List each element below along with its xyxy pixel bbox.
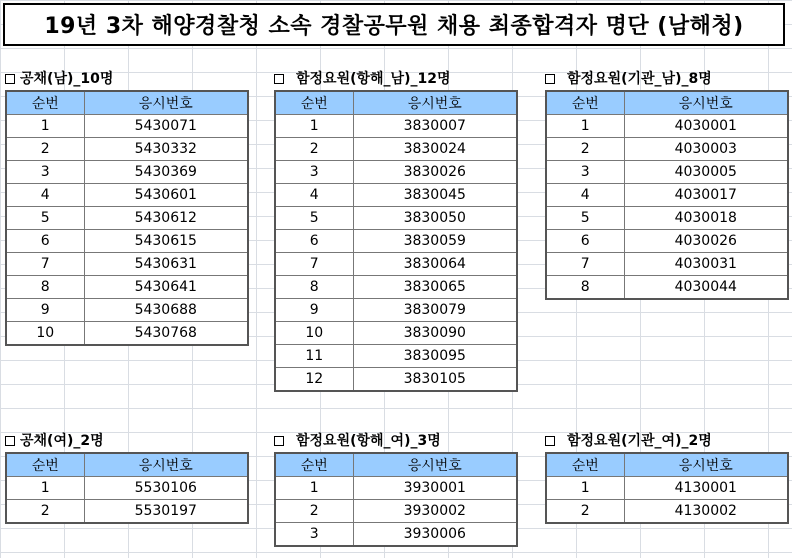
seq-cell: 3 bbox=[546, 161, 624, 184]
exam-number-cell: 3830050 bbox=[353, 207, 517, 230]
table-block-ship-nav-female bbox=[274, 430, 518, 547]
table-row bbox=[275, 322, 517, 345]
exam-number-cell: 3830045 bbox=[353, 184, 517, 207]
seq-cell: 3 bbox=[275, 523, 353, 547]
table-caption bbox=[5, 68, 249, 90]
table-row bbox=[6, 500, 248, 524]
header-row bbox=[275, 453, 517, 477]
exam-number-cell: 3830007 bbox=[353, 115, 517, 138]
table-block-public-male bbox=[5, 68, 249, 346]
header-exam-number: 응시번호 bbox=[353, 91, 517, 115]
header-exam-number: 응시번호 bbox=[84, 91, 248, 115]
seq-cell: 10 bbox=[275, 322, 353, 345]
header-row bbox=[6, 453, 248, 477]
header-row bbox=[546, 91, 788, 115]
table-row bbox=[275, 477, 517, 500]
exam-number-cell: 3930002 bbox=[353, 500, 517, 523]
table-row bbox=[546, 477, 788, 500]
caption-text: 함정요원(항해_남)_12명 bbox=[296, 71, 451, 87]
table-row bbox=[6, 138, 248, 161]
table-row bbox=[546, 230, 788, 253]
exam-number-cell: 3830105 bbox=[353, 368, 517, 392]
seq-cell: 11 bbox=[275, 345, 353, 368]
table-block-ship-eng-female bbox=[545, 430, 789, 524]
table-caption bbox=[274, 430, 518, 452]
table-block-ship-eng-male bbox=[545, 68, 789, 300]
seq-cell: 7 bbox=[6, 253, 84, 276]
caption-text: 함정요원(항해_여)_3명 bbox=[296, 433, 441, 449]
exam-number-cell: 4030026 bbox=[624, 230, 788, 253]
table-row bbox=[6, 115, 248, 138]
header-exam-number: 응시번호 bbox=[353, 453, 517, 477]
exam-number-cell: 4130002 bbox=[624, 500, 788, 524]
exam-number-cell: 4030005 bbox=[624, 161, 788, 184]
checkbox-square-icon bbox=[545, 436, 555, 446]
checkbox-square-icon bbox=[545, 74, 555, 84]
table-row bbox=[275, 345, 517, 368]
exam-number-cell: 3830024 bbox=[353, 138, 517, 161]
table-row bbox=[275, 207, 517, 230]
exam-number-cell: 5430369 bbox=[84, 161, 248, 184]
exam-number-cell: 4030003 bbox=[624, 138, 788, 161]
exam-number-cell: 5530197 bbox=[84, 500, 248, 524]
seq-cell: 4 bbox=[275, 184, 353, 207]
candidate-table bbox=[5, 452, 249, 524]
header-seq: 순번 bbox=[6, 453, 84, 477]
table-row bbox=[275, 230, 517, 253]
exam-number-cell: 4030017 bbox=[624, 184, 788, 207]
exam-number-cell: 5430071 bbox=[84, 115, 248, 138]
seq-cell: 7 bbox=[546, 253, 624, 276]
candidate-table bbox=[274, 452, 518, 547]
table-row bbox=[6, 161, 248, 184]
table-row bbox=[6, 299, 248, 322]
checkbox-square-icon bbox=[5, 74, 15, 84]
seq-cell: 2 bbox=[546, 500, 624, 524]
table-caption bbox=[274, 68, 518, 90]
exam-number-cell: 5430332 bbox=[84, 138, 248, 161]
caption-text: 함정요원(기관_여)_2명 bbox=[567, 433, 712, 449]
table-caption bbox=[5, 430, 249, 452]
header-exam-number: 응시번호 bbox=[624, 453, 788, 477]
seq-cell: 9 bbox=[6, 299, 84, 322]
header-row bbox=[275, 91, 517, 115]
header-row bbox=[6, 91, 248, 115]
table-row bbox=[546, 138, 788, 161]
exam-number-cell: 3830079 bbox=[353, 299, 517, 322]
header-exam-number: 응시번호 bbox=[624, 91, 788, 115]
table-row bbox=[275, 253, 517, 276]
exam-number-cell: 4030031 bbox=[624, 253, 788, 276]
table-row bbox=[6, 253, 248, 276]
seq-cell: 2 bbox=[275, 500, 353, 523]
seq-cell: 2 bbox=[6, 138, 84, 161]
exam-number-cell: 4130001 bbox=[624, 477, 788, 500]
caption-text: 함정요원(기관_남)_8명 bbox=[567, 71, 712, 87]
table-row bbox=[6, 477, 248, 500]
table-row bbox=[546, 276, 788, 300]
exam-number-cell: 3830090 bbox=[353, 322, 517, 345]
exam-number-cell: 5430688 bbox=[84, 299, 248, 322]
seq-cell: 1 bbox=[275, 115, 353, 138]
table-row bbox=[275, 368, 517, 392]
caption-text: 공채(여)_2명 bbox=[20, 433, 104, 449]
seq-cell: 6 bbox=[546, 230, 624, 253]
table-block-ship-nav-male bbox=[274, 68, 518, 392]
exam-number-cell: 4030044 bbox=[624, 276, 788, 300]
exam-number-cell: 5430641 bbox=[84, 276, 248, 299]
seq-cell: 6 bbox=[6, 230, 84, 253]
seq-cell: 2 bbox=[275, 138, 353, 161]
exam-number-cell: 5530106 bbox=[84, 477, 248, 500]
seq-cell: 3 bbox=[6, 161, 84, 184]
table-row bbox=[546, 500, 788, 524]
seq-cell: 8 bbox=[6, 276, 84, 299]
seq-cell: 1 bbox=[6, 115, 84, 138]
seq-cell: 2 bbox=[546, 138, 624, 161]
seq-cell: 2 bbox=[6, 500, 84, 524]
table-row bbox=[546, 253, 788, 276]
seq-cell: 9 bbox=[275, 299, 353, 322]
table-row bbox=[275, 299, 517, 322]
checkbox-square-icon bbox=[5, 436, 15, 446]
table-row bbox=[6, 322, 248, 346]
table-row bbox=[6, 276, 248, 299]
seq-cell: 4 bbox=[546, 184, 624, 207]
exam-number-cell: 4030018 bbox=[624, 207, 788, 230]
table-row bbox=[275, 500, 517, 523]
exam-number-cell: 5430631 bbox=[84, 253, 248, 276]
seq-cell: 8 bbox=[275, 276, 353, 299]
candidate-table bbox=[274, 90, 518, 392]
seq-cell: 4 bbox=[6, 184, 84, 207]
checkbox-square-icon bbox=[274, 74, 284, 84]
seq-cell: 1 bbox=[546, 477, 624, 500]
header-row bbox=[546, 453, 788, 477]
exam-number-cell: 3830064 bbox=[353, 253, 517, 276]
table-row bbox=[275, 115, 517, 138]
table-row bbox=[546, 207, 788, 230]
table-caption bbox=[545, 68, 789, 90]
table-row bbox=[275, 138, 517, 161]
seq-cell: 10 bbox=[6, 322, 84, 346]
exam-number-cell: 3830059 bbox=[353, 230, 517, 253]
seq-cell: 6 bbox=[275, 230, 353, 253]
table-row bbox=[546, 184, 788, 207]
header-seq: 순번 bbox=[275, 91, 353, 115]
exam-number-cell: 4030001 bbox=[624, 115, 788, 138]
table-caption bbox=[545, 430, 789, 452]
table-row bbox=[546, 115, 788, 138]
candidate-table bbox=[5, 90, 249, 346]
exam-number-cell: 3830065 bbox=[353, 276, 517, 299]
exam-number-cell: 5430612 bbox=[84, 207, 248, 230]
exam-number-cell: 5430601 bbox=[84, 184, 248, 207]
exam-number-cell: 5430768 bbox=[84, 322, 248, 346]
seq-cell: 8 bbox=[546, 276, 624, 300]
header-exam-number: 응시번호 bbox=[84, 453, 248, 477]
seq-cell: 1 bbox=[6, 477, 84, 500]
table-row bbox=[6, 207, 248, 230]
candidate-table bbox=[545, 90, 789, 300]
table-row bbox=[275, 523, 517, 547]
header-seq: 순번 bbox=[546, 91, 624, 115]
exam-number-cell: 3930006 bbox=[353, 523, 517, 547]
seq-cell: 1 bbox=[546, 115, 624, 138]
exam-number-cell: 3830026 bbox=[353, 161, 517, 184]
seq-cell: 5 bbox=[275, 207, 353, 230]
table-block-public-female bbox=[5, 430, 249, 524]
checkbox-square-icon bbox=[274, 436, 284, 446]
header-seq: 순번 bbox=[275, 453, 353, 477]
candidate-table bbox=[545, 452, 789, 524]
table-row bbox=[6, 230, 248, 253]
table-row bbox=[6, 184, 248, 207]
seq-cell: 3 bbox=[275, 161, 353, 184]
table-row bbox=[546, 161, 788, 184]
seq-cell: 1 bbox=[275, 477, 353, 500]
exam-number-cell: 5430615 bbox=[84, 230, 248, 253]
seq-cell: 5 bbox=[6, 207, 84, 230]
table-row bbox=[275, 161, 517, 184]
exam-number-cell: 3930001 bbox=[353, 477, 517, 500]
page-title: 19년 3차 해양경찰청 소속 경찰공무원 채용 최종합격자 명단 (남해청) bbox=[3, 3, 785, 46]
exam-number-cell: 3830095 bbox=[353, 345, 517, 368]
caption-text: 공채(남)_10명 bbox=[20, 71, 114, 87]
header-seq: 순번 bbox=[546, 453, 624, 477]
header-seq: 순번 bbox=[6, 91, 84, 115]
table-row bbox=[275, 276, 517, 299]
seq-cell: 5 bbox=[546, 207, 624, 230]
table-row bbox=[275, 184, 517, 207]
seq-cell: 12 bbox=[275, 368, 353, 392]
seq-cell: 7 bbox=[275, 253, 353, 276]
